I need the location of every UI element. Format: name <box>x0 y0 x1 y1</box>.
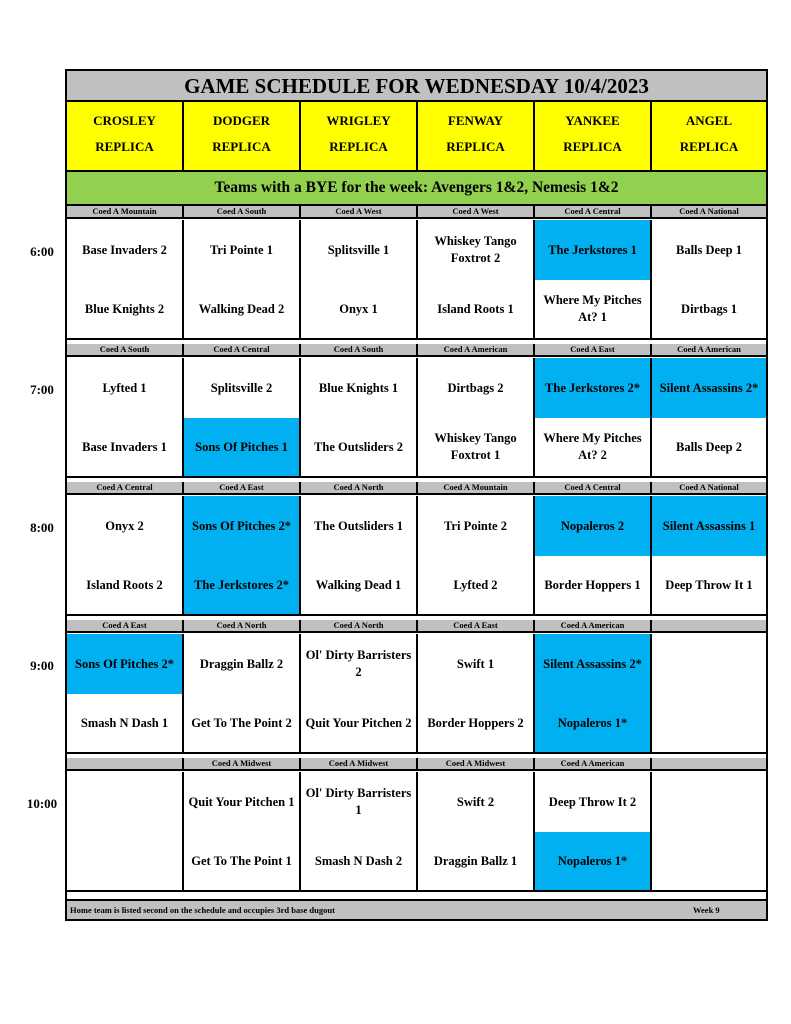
division-label <box>652 758 766 771</box>
game-team-bottom: Border Hoppers 2 <box>418 694 535 754</box>
game-team-bottom: Border Hoppers 1 <box>535 556 652 616</box>
division-label: Coed A National <box>652 206 766 219</box>
division-label: Coed A North <box>301 620 418 633</box>
field-type: REPLICA <box>329 139 388 154</box>
bye-banner: Teams with a BYE for the week: Avengers 1&2, Nemesis 1&2 <box>67 172 766 206</box>
game-team-bottom: Get To The Point 2 <box>184 694 301 754</box>
time-label: 8:00 <box>30 520 54 535</box>
game-team-bottom: The Jerkstores 2* <box>184 556 301 616</box>
field-name: FENWAY <box>447 113 504 128</box>
game-team-bottom: Whiskey Tango Foxtrot 1 <box>418 418 535 478</box>
game-team-bottom: Lyfted 2 <box>418 556 535 616</box>
division-label: Coed A South <box>184 206 301 219</box>
game-team-bottom <box>652 694 766 754</box>
division-label: Coed A Midwest <box>301 758 418 771</box>
game-team-top <box>652 772 766 832</box>
field-header <box>535 102 652 172</box>
division-label: Coed A North <box>301 482 418 495</box>
division-label: Coed A North <box>184 620 301 633</box>
game-team-top: Lyfted 1 <box>67 358 184 418</box>
game-team-top: The Jerkstores 2* <box>535 358 652 418</box>
page-title: GAME SCHEDULE FOR WEDNESDAY 10/4/2023 <box>67 71 766 102</box>
division-label: Coed A American <box>418 344 535 357</box>
division-label: Coed A East <box>418 620 535 633</box>
week-label: Week 9 <box>693 905 720 915</box>
game-team-bottom: Draggin Ballz 1 <box>418 832 535 892</box>
field-header <box>301 102 418 172</box>
game-team-top: The Jerkstores 1 <box>535 220 652 280</box>
game-team-top: Quit Your Pitchen 1 <box>184 772 301 832</box>
division-label <box>67 758 184 771</box>
game-team-top: Nopaleros 2 <box>535 496 652 556</box>
division-label: Coed A South <box>67 344 184 357</box>
game-team-top: Swift 2 <box>418 772 535 832</box>
game-team-top: Balls Deep 1 <box>676 242 742 257</box>
field-name: DODGER <box>212 113 271 128</box>
division-label: Coed A Mountain <box>418 482 535 495</box>
game-team-top: Draggin Ballz 2 <box>184 634 301 694</box>
division-label: Coed A American <box>652 344 766 357</box>
field-name: WRIGLEY <box>326 113 391 128</box>
game-team-bottom: Dirtbags 1 <box>652 280 766 340</box>
game-team-top: Splitsville 1 <box>301 220 418 280</box>
footer-note: Home team is listed second on the schedule and occupies 3rd base dugout <box>70 905 335 915</box>
division-label: Coed A Central <box>67 482 184 495</box>
game-team-top <box>67 772 184 832</box>
game-team-top: Sons Of Pitches 2* <box>184 496 301 556</box>
game-team-top: Blue Knights 1 <box>301 358 418 418</box>
game-team-bottom: Walking Dead 1 <box>301 556 418 616</box>
field-type: REPLICA <box>212 139 271 154</box>
field-name: YANKEE <box>565 113 620 128</box>
time-label: 10:00 <box>26 796 58 811</box>
game-team-bottom: Nopaleros 1* <box>535 694 652 754</box>
game-team-bottom: Walking Dead 2 <box>184 280 301 340</box>
game-team-top: Tri Pointe 2 <box>418 496 535 556</box>
game-team-bottom: Island Roots 2 <box>67 556 184 616</box>
game-team-bottom: Deep Throw It 1 <box>652 556 766 616</box>
footer <box>67 899 766 919</box>
game-team-top: Base Invaders 2 <box>67 220 184 280</box>
game-team-bottom <box>652 832 766 892</box>
field-header <box>652 102 766 172</box>
game-team-bottom: The Outsliders 2 <box>301 418 418 478</box>
division-label: Coed A Midwest <box>418 758 535 771</box>
field-type: REPLICA <box>563 139 622 154</box>
division-label: Coed A American <box>535 620 652 633</box>
time-label: 9:00 <box>30 658 54 673</box>
game-team-bottom: Nopaleros 1* <box>535 832 652 892</box>
game-team-bottom: Onyx 1 <box>301 280 418 340</box>
game-team-top: Silent Assassins 1 <box>652 496 766 556</box>
game-team-top: Silent Assassins 2* <box>535 634 652 694</box>
game-team-top: Sons Of Pitches 2* <box>67 634 184 694</box>
field-header <box>67 102 184 172</box>
game-team-top: Whiskey Tango Foxtrot 2 <box>418 220 535 280</box>
game-team-top: The Outsliders 1 <box>301 496 418 556</box>
game-team-bottom: Base Invaders 1 <box>67 418 184 478</box>
game-team-top <box>652 634 766 694</box>
game-team-top: Deep Throw It 2 <box>535 772 652 832</box>
division-label: Coed A East <box>535 344 652 357</box>
division-label: Coed A Mountain <box>67 206 184 219</box>
schedule-table <box>65 69 768 921</box>
game-team-bottom: Smash N Dash 1 <box>67 694 184 754</box>
game-team-top: Silent Assassins 2* <box>652 358 766 418</box>
field-name: ANGEL <box>685 113 733 128</box>
game-team-bottom: Get To The Point 1 <box>184 832 301 892</box>
division-label: Coed A Central <box>535 482 652 495</box>
field-name: CROSLEY <box>93 113 156 128</box>
field-type: REPLICA <box>446 139 505 154</box>
game-team-top: Splitsville 2 <box>184 358 301 418</box>
division-label: Coed A National <box>652 482 766 495</box>
game-team-top: Onyx 2 <box>67 496 184 556</box>
game-team-top: Ol' Dirty Barristers 1 <box>301 772 418 832</box>
game-team-bottom: Island Roots 1 <box>418 280 535 340</box>
division-label: Coed A West <box>301 206 418 219</box>
game-team-top: Ol' Dirty Barristers 2 <box>301 634 418 694</box>
division-label: Coed A East <box>67 620 184 633</box>
division-label: Coed A American <box>535 758 652 771</box>
game-team-top: Swift 1 <box>418 634 535 694</box>
game-team-bottom <box>67 832 184 892</box>
field-header <box>184 102 301 172</box>
field-type: REPLICA <box>95 139 154 154</box>
division-label: Coed A Central <box>535 206 652 219</box>
time-label: 6:00 <box>30 244 54 259</box>
division-label: Coed A East <box>184 482 301 495</box>
game-team-bottom: Quit Your Pitchen 2 <box>301 694 418 754</box>
game-team-bottom: Where My Pitches At? 1 <box>535 280 652 340</box>
game-team-bottom: Where My Pitches At? 2 <box>535 418 652 478</box>
game-team-bottom: Sons Of Pitches 1 <box>184 418 301 478</box>
game-team-top: Dirtbags 2 <box>418 358 535 418</box>
division-label: Coed A West <box>418 206 535 219</box>
game-team-top: Tri Pointe 1 <box>184 220 301 280</box>
division-label: Coed A South <box>301 344 418 357</box>
time-label: 7:00 <box>30 382 54 397</box>
game-team-bottom: Balls Deep 2 <box>652 418 766 478</box>
field-header <box>418 102 535 172</box>
division-label: Coed A Midwest <box>184 758 301 771</box>
game-team-bottom: Blue Knights 2 <box>67 280 184 340</box>
game-team-bottom: Smash N Dash 2 <box>301 832 418 892</box>
field-type: REPLICA <box>679 139 739 154</box>
division-label <box>652 620 766 633</box>
division-label: Coed A Central <box>184 344 301 357</box>
